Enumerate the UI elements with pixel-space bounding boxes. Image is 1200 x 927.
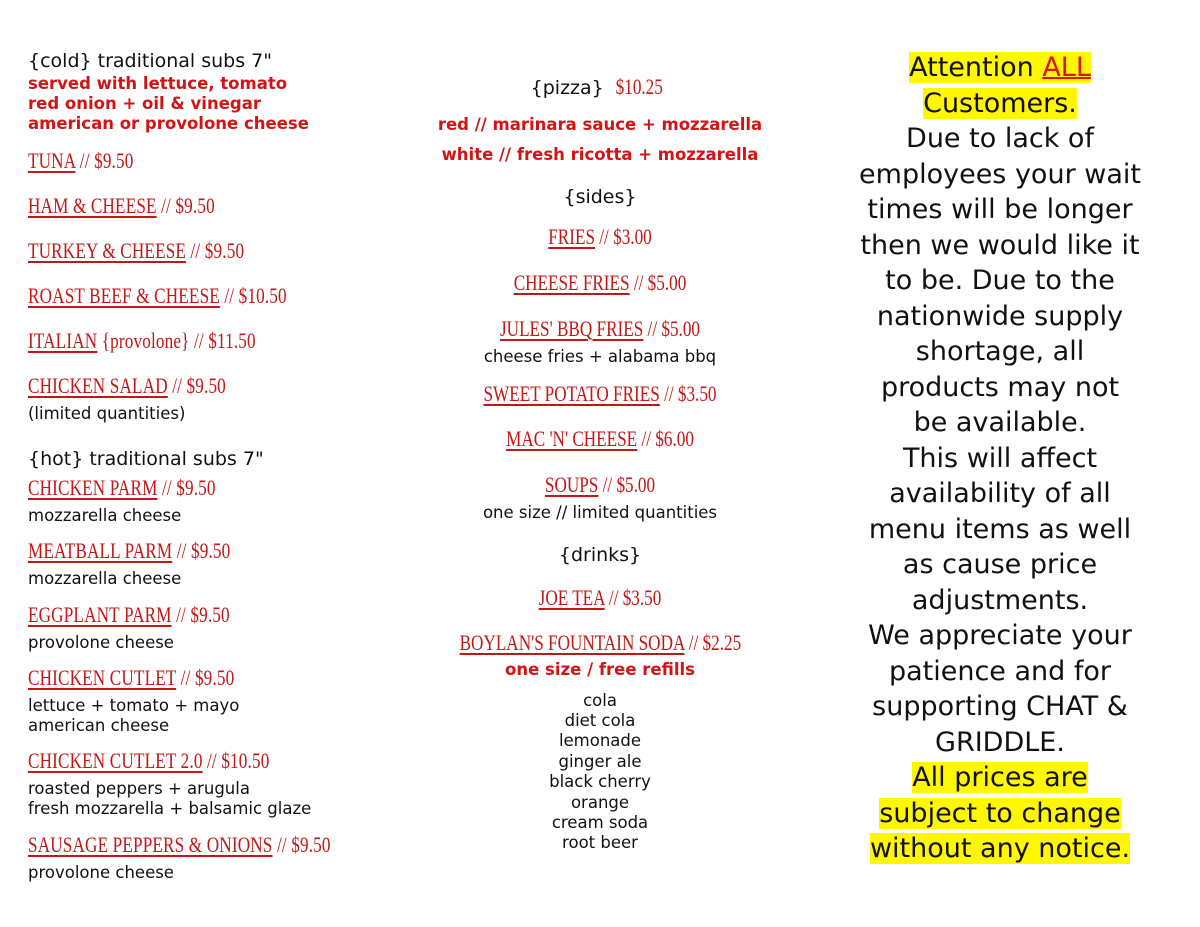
pizza-red: red // marinara sauce + mozzarella: [437, 115, 763, 134]
cold-subs-title: {cold} traditional subs 7": [28, 50, 272, 72]
soda-flavor: ginger ale: [558, 752, 642, 771]
notice-line: then we would like it: [860, 229, 1140, 261]
cold-subs-desc-3: american or provolone cheese: [28, 114, 309, 133]
notice-line: adjustments.: [911, 584, 1089, 616]
side-item-soups: SOUPS // $5.00: [544, 472, 656, 497]
menu-item-tuna: TUNA // $9.50: [28, 148, 134, 173]
menu-item-chicken-salad: CHICKEN SALAD // $9.50: [28, 373, 226, 398]
menu-item-italian: ITALIAN {provolone} // $11.50: [28, 328, 256, 353]
menu-item-sausage-peppers: SAUSAGE PEPPERS & ONIONS // $9.50: [28, 832, 331, 857]
bbq-fries-note: cheese fries + alabama bbq: [483, 347, 717, 366]
notice-line: as cause price: [902, 549, 1098, 580]
soda-flavor: lemonade: [558, 731, 642, 750]
fountain-soda-note: one size / free refills: [505, 660, 695, 679]
side-item-fries: FRIES // $3.00: [548, 224, 652, 249]
menu-item-eggplant-parm: EGGPLANT PARM // $9.50: [28, 602, 230, 627]
notice-line: patience and for: [888, 655, 1112, 687]
notice-line: times will be longer: [867, 194, 1133, 225]
notice-final-line: subject to change: [879, 797, 1121, 829]
soups-note: one size // limited quantities: [482, 503, 718, 522]
chicken-cutlet-note-2: american cheese: [28, 716, 170, 735]
side-item-bbq-fries: JULES' BBQ FRIES // $5.00: [500, 316, 700, 341]
notice-heading-1: Attention ALL: [909, 52, 1091, 83]
menu-item-chicken-cutlet-2: CHICKEN CUTLET 2.0 // $10.50: [28, 748, 270, 773]
chicken-salad-note: (limited quantities): [28, 404, 186, 423]
side-item-mac-cheese: MAC 'N' CHEESE // $6.00: [506, 426, 694, 451]
chicken-parm-note: mozzarella cheese: [28, 506, 182, 525]
pizza-heading: {pizza} $10.25: [530, 74, 663, 99]
customer-notice: [830, 50, 1170, 867]
drink-item-joe-tea: JOE TEA // $3.50: [538, 585, 662, 610]
notice-line: nationwide supply: [876, 300, 1124, 332]
notice-final-line: All prices are: [912, 762, 1088, 793]
notice-line: supporting CHAT &: [872, 691, 1128, 722]
chicken-cutlet-2-note-1: roasted peppers + arugula: [28, 779, 250, 798]
menu-item-meatball-parm: MEATBALL PARM // $9.50: [28, 538, 231, 563]
hot-subs-title: {hot} traditional subs 7": [28, 448, 264, 470]
side-item-cheese-fries: CHEESE FRIES // $5.00: [513, 270, 687, 295]
cold-subs-desc-2: red onion + oil & vinegar: [28, 94, 261, 113]
side-item-sweet-potato: SWEET POTATO FRIES // $3.50: [483, 381, 717, 406]
menu-item-chicken-parm: CHICKEN PARM // $9.50: [28, 475, 216, 500]
sausage-peppers-note: provolone cheese: [28, 863, 174, 882]
menu-item-roast-beef: ROAST BEEF & CHEESE // $10.50: [28, 283, 287, 308]
notice-final-line: without any notice.: [869, 833, 1131, 864]
notice-line: We appreciate your: [868, 620, 1132, 651]
soda-flavor: root beer: [562, 833, 638, 852]
notice-line: shortage, all: [915, 336, 1085, 367]
notice-line: employees your wait: [859, 158, 1141, 190]
eggplant-parm-note: provolone cheese: [28, 633, 174, 652]
chicken-cutlet-note-1: lettuce + tomato + mayo: [28, 696, 240, 715]
drink-item-fountain-soda: BOYLAN'S FOUNTAIN SODA // $2.25: [459, 630, 742, 655]
meatball-parm-note: mozzarella cheese: [28, 569, 182, 588]
notice-line: be available.: [913, 407, 1087, 438]
soda-flavor: cream soda: [551, 813, 649, 832]
notice-line: to be. Due to the: [885, 265, 1115, 296]
notice-line: Due to lack of: [906, 123, 1094, 154]
notice-line: This will affect: [902, 442, 1098, 474]
soda-flavor: diet cola: [564, 711, 636, 730]
soda-flavor: orange: [570, 793, 630, 812]
drinks-title: {drinks}: [558, 544, 642, 566]
soda-flavor: cola: [583, 691, 617, 710]
soda-flavor: black cherry: [549, 772, 651, 791]
notice-line: products may not: [880, 371, 1120, 403]
menu-item-turkey-cheese: TURKEY & CHEESE // $9.50: [28, 238, 245, 263]
menu-item-ham-cheese: HAM & CHEESE // $9.50: [28, 193, 215, 218]
pizza-price: $10.25: [615, 74, 663, 99]
notice-line: availability of all: [889, 478, 1111, 509]
chicken-cutlet-2-note-2: fresh mozzarella + balsamic glaze: [28, 799, 312, 818]
notice-line: menu items as well: [868, 513, 1132, 545]
notice-line: GRIDDLE.: [935, 726, 1065, 758]
notice-heading-2: Customers.: [923, 87, 1077, 119]
pizza-white: white // fresh ricotta + mozzarella: [441, 145, 759, 164]
menu-item-chicken-cutlet: CHICKEN CUTLET // $9.50: [28, 665, 235, 690]
sides-title: {sides}: [563, 186, 637, 208]
cold-subs-desc-1: served with lettuce, tomato: [28, 74, 288, 93]
